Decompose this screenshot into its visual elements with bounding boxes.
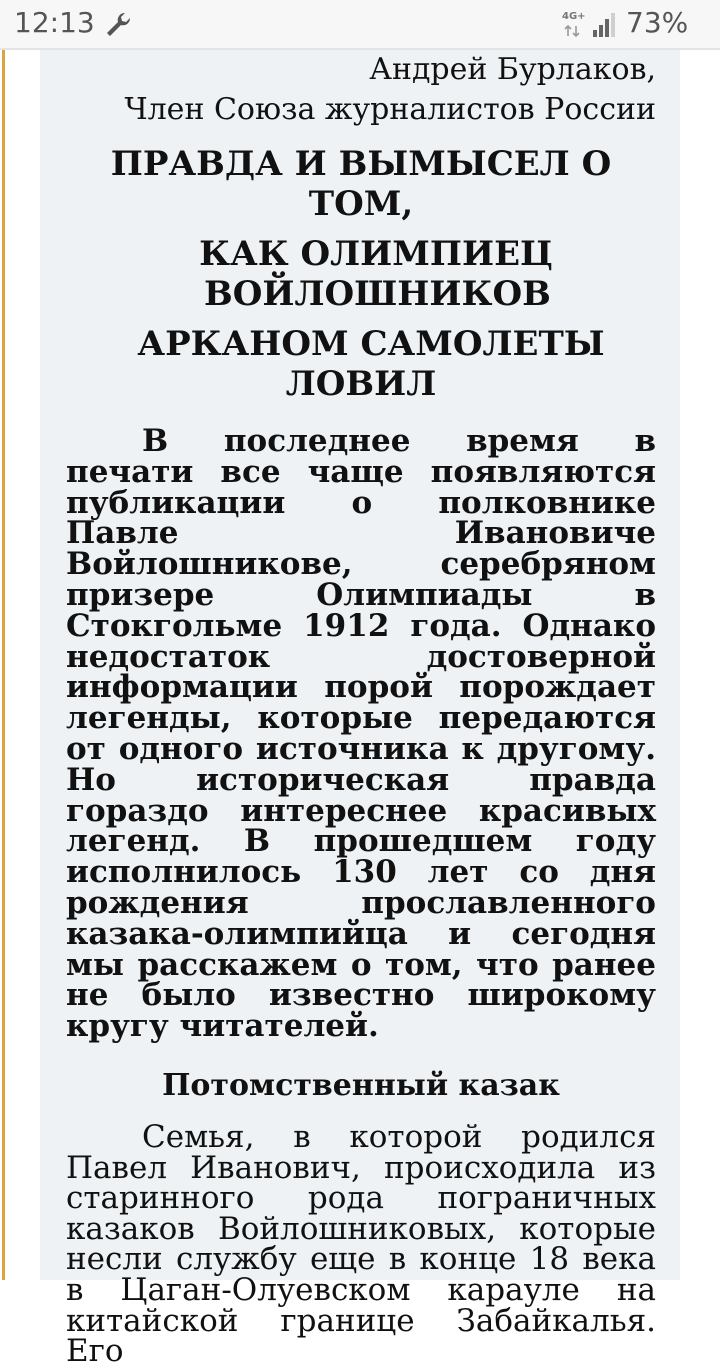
title-part-3-line-1: АРКАНОМ САМОЛЕТЫ (137, 324, 605, 364)
title-part-2-line-1: КАК ОЛИМПИЕЦ (199, 234, 553, 274)
wrench-icon (103, 10, 133, 40)
network-type-label: 4G+ (562, 11, 586, 22)
title-part-1 (66, 144, 656, 224)
battery-level: 73% (626, 6, 689, 39)
title-part-2 (66, 234, 656, 314)
title-part-3 (66, 324, 656, 404)
author-title: Член Союза журналистов России (124, 92, 656, 127)
title-part-3-line-2: ЛОВИЛ (285, 364, 437, 404)
article-page[interactable] (0, 50, 720, 1369)
intro-paragraph: В последнее время в печати все чаще появляются публикации о полковнике Павле Ивановиче Войлошникове, серебряном призере Олимпиады в Стокгольме 1912 года. Однако недостаток достоверной информации порой порождает легенды, которые передаются от одного источника к другому. Но историческая правда гораздо интереснее красивых легенд. В прошедшем году исполнилось 130 лет со дня рождения прославленного казака-олимпийца и сегодня мы расскажем о том, что ранее не было известно широкому кругу читателей. (66, 423, 656, 1045)
status-time: 12:13 (14, 6, 95, 39)
title-part-1-line-2: ТОМ, (308, 184, 414, 224)
status-bar (0, 0, 720, 48)
article-content (66, 50, 656, 1367)
section-heading: Потомственный казак (162, 1067, 560, 1103)
author-block (66, 50, 656, 130)
left-rule (2, 50, 5, 1280)
signal-icon (592, 12, 616, 38)
section-paragraph: Семья, в которой родился Павел Иванович, происходила из старинного рода пограничных казаков Войлошниковых, которые несли службу еще в конце 18 века в Цаган-Олуевском карауле на китайской границе Забайкалья. Его (66, 1118, 656, 1369)
title-part-1-line-1: ПРАВДА И ВЫМЫСЕЛ О (110, 144, 612, 184)
data-arrows-icon (562, 12, 588, 40)
author-name: Андрей Бурлаков, (369, 52, 656, 87)
title-part-2-line-2: ВОЙЛОШНИКОВ (204, 274, 551, 314)
